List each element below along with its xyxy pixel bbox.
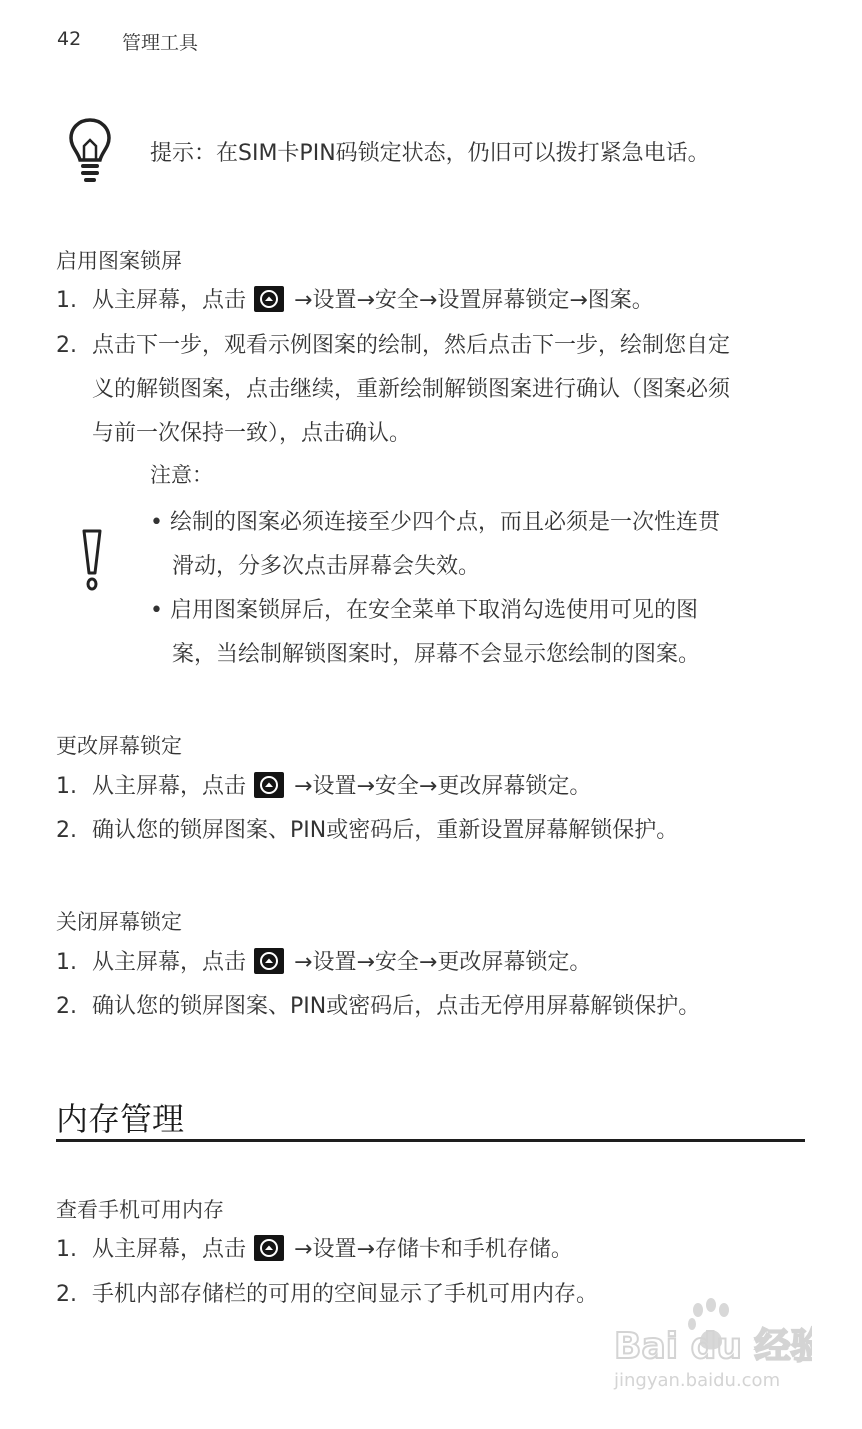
step-text: 确认您的锁屏图案、PIN或密码后，点击无停用屏幕解锁保护。	[92, 994, 701, 1019]
page-number: 42	[57, 28, 82, 50]
note-text: 启用图案锁屏后，在安全菜单下取消勾选使用可见的图	[170, 598, 699, 623]
list-item	[56, 1273, 598, 1317]
note-heading: 注意：	[150, 463, 213, 487]
step-text: →设置→安全→更改屏幕锁定。	[294, 774, 592, 799]
note-text-continued: 滑动，分多次点击屏幕会失效。	[172, 554, 481, 579]
lightbulb-icon	[66, 116, 114, 184]
home-button-icon	[254, 286, 284, 312]
list-item	[56, 1228, 573, 1272]
section-heading-change-lock: 更改屏幕锁定	[56, 734, 182, 758]
step-number: 1.	[56, 1237, 77, 1262]
step-text: 从主屏幕，点击	[92, 288, 247, 313]
step-text: 从主屏幕，点击	[92, 1237, 247, 1262]
step-number: 2.	[56, 1282, 77, 1307]
note-text-continued: 案，当绘制解锁图案时，屏幕不会显示您绘制的图案。	[172, 642, 701, 667]
title-divider	[56, 1139, 805, 1142]
section-title: 管理工具	[122, 32, 199, 54]
section-heading-close-lock: 关闭屏幕锁定	[56, 910, 182, 934]
home-button-icon	[254, 772, 284, 798]
note-text: 绘制的图案必须连接至少四个点，而且必须是一次性连贯	[170, 510, 721, 535]
exclamation-icon	[80, 527, 104, 593]
list-item	[56, 765, 591, 809]
step-text: →设置→存储卡和手机存储。	[294, 1237, 573, 1262]
list-item	[56, 941, 591, 985]
tip-text: 提示：在SIM卡PIN码锁定状态，仍旧可以拨打紧急电话。	[150, 141, 710, 166]
watermark-url: jingyan.baidu.com	[614, 1370, 781, 1391]
list-item	[56, 985, 700, 1029]
home-button-icon	[254, 1235, 284, 1261]
section-heading-pattern-lock: 启用图案锁屏	[56, 249, 182, 273]
step-number: 1.	[56, 288, 77, 313]
home-button-icon	[254, 948, 284, 974]
step-text-continued: 与前一次保持一致），点击确认。	[92, 421, 412, 446]
step-number: 2.	[56, 333, 77, 358]
watermark-brand: Bai du 经验	[614, 1326, 812, 1367]
step-text-continued: 义的解锁图案，点击继续，重新绘制解锁图案进行确认（图案必须	[92, 377, 731, 402]
list-item	[56, 324, 730, 368]
step-text: 从主屏幕，点击	[92, 774, 247, 799]
step-text: 点击下一步，观看示例图案的绘制，然后点击下一步，绘制您自定	[92, 333, 731, 358]
step-text: 从主屏幕，点击	[92, 950, 247, 975]
step-number: 1.	[56, 950, 77, 975]
section-heading-memory: 查看手机可用内存	[56, 1198, 224, 1222]
step-number: 2.	[56, 994, 77, 1019]
chapter-title: 内存管理	[56, 1100, 185, 1138]
step-text: 确认您的锁屏图案、PIN或密码后，重新设置屏幕解锁保护。	[92, 818, 679, 843]
step-number: 1.	[56, 774, 77, 799]
step-text: →设置→安全→设置屏幕锁定→图案。	[294, 288, 654, 313]
note-bullet: • 启用图案锁屏后，在安全菜单下取消勾选使用可见的图	[150, 598, 699, 623]
baidu-watermark-logo	[612, 1296, 812, 1396]
step-number: 2.	[56, 818, 77, 843]
list-item	[56, 809, 678, 853]
step-text: →设置→安全→更改屏幕锁定。	[294, 950, 592, 975]
step-text: 手机内部存储栏的可用的空间显示了手机可用内存。	[92, 1282, 599, 1307]
list-item	[56, 279, 654, 323]
note-bullet: • 绘制的图案必须连接至少四个点，而且必须是一次性连贯	[150, 510, 721, 535]
